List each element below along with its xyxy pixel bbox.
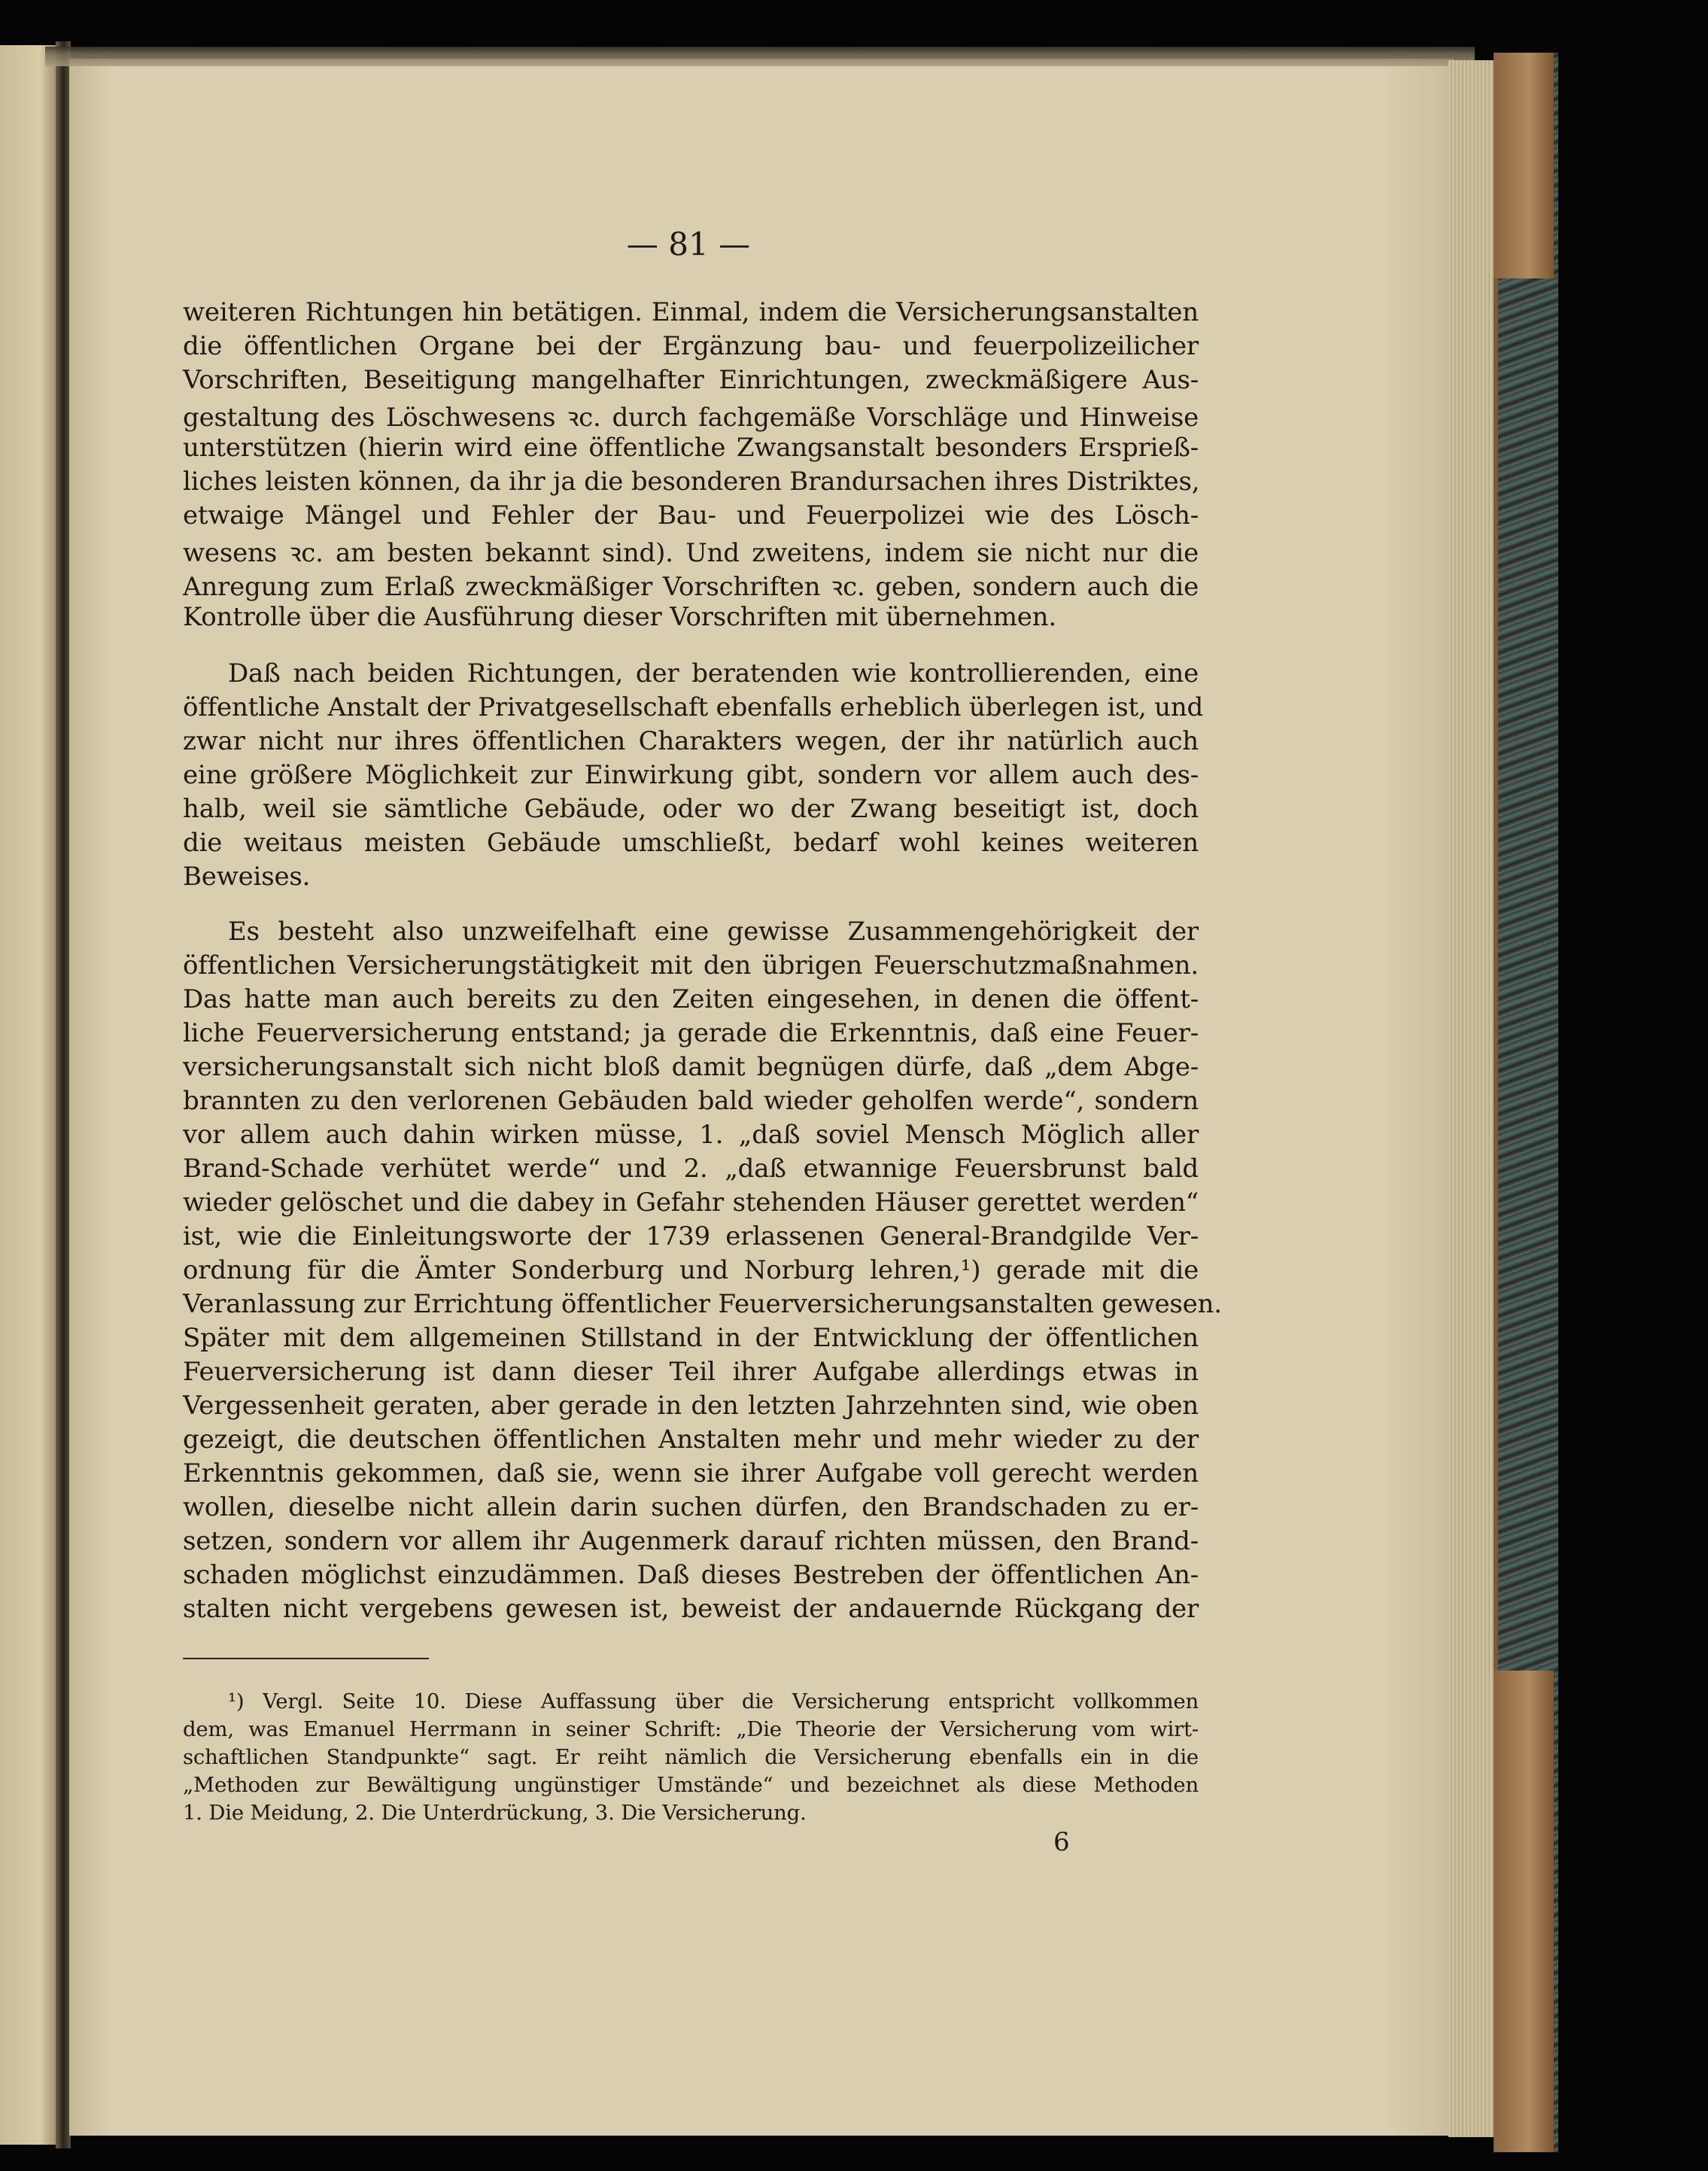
body-line: öffentliche Anstalt der Privatgesellschaft ebenfalls erheblich überlegen ist, und bbox=[183, 692, 1204, 722]
body-line: brannten zu den verlorenen Gebäuden bald wieder geholfen werde“, sondern bbox=[183, 1086, 1199, 1116]
footnote-line: dem, was Emanuel Herrmann in seiner Schrift: „Die Theorie der Versicherung vom wirt- bbox=[183, 1717, 1199, 1741]
body-line: unterstützen (hierin wird eine öffentliche Zwangsanstalt besonders Ersprieß- bbox=[183, 433, 1199, 463]
body-line: vor allem auch dahin wirken müsse, 1. „daß soviel Mensch Möglich aller bbox=[183, 1120, 1199, 1150]
body-line: weiteren Richtungen hin betätigen. Einmal, indem die Versicherungsanstalten bbox=[183, 297, 1199, 327]
footnote-line: ¹) Vergl. Seite 10. Diese Auffassung über die Versicherung entspricht vollkommen bbox=[228, 1689, 1199, 1713]
body-line: Beweises. bbox=[183, 862, 311, 892]
body-line: ist, wie die Einleitungsworte der 1739 erlassenen General-Brandgilde Ver- bbox=[183, 1221, 1199, 1251]
body-line: Brand-Schade verhütet werde“ und 2. „daß etwannige Feuersbrunst bald bbox=[183, 1154, 1199, 1184]
page-edges-stack bbox=[1448, 60, 1494, 2137]
body-line: die weitaus meisten Gebäude umschließt, bedarf wohl keines weiteren bbox=[183, 828, 1199, 858]
body-line: Feuerversicherung ist dann dieser Teil ihrer Aufgabe allerdings etwas in bbox=[183, 1357, 1199, 1387]
body-line: Das hatte man auch bereits zu den Zeiten eingesehen, in denen die öffent- bbox=[183, 984, 1199, 1014]
body-line: liche Feuerversicherung entstand; ja gerade die Erkenntnis, daß eine Feuer- bbox=[183, 1018, 1199, 1048]
footnote-line: „Methoden zur Bewältigung ungünstiger Umstände“ und bezeichnet als diese Methoden bbox=[183, 1773, 1199, 1797]
body-line: liches leisten können, da ihr ja die besonderen Brandursachen ihres Distriktes, bbox=[183, 467, 1200, 497]
body-line: eine größere Möglichkeit zur Einwirkung gibt, sondern vor allem auch des- bbox=[183, 760, 1199, 790]
body-line: stalten nicht vergebens gewesen ist, beweist der andauernde Rückgang der bbox=[183, 1594, 1199, 1624]
body-line: Daß nach beiden Richtungen, der beratenden wie kontrollierenden, eine bbox=[228, 658, 1199, 689]
body-line: Veranlassung zur Errichtung öffentlicher Feuerversicherungsanstalten gewesen. bbox=[183, 1289, 1222, 1319]
page-number: — 81 — bbox=[626, 226, 751, 263]
leather-corner-bottom bbox=[1494, 1671, 1554, 2152]
body-line: gestaltung des Löschwesens ꝛc. durch fachgemäße Vorschläge und Hinweise bbox=[183, 403, 1199, 433]
footnote-line: schaftlichen Standpunkte“ sagt. Er reiht nämlich die Versicherung ebenfalls ein in die bbox=[183, 1745, 1199, 1769]
body-line: öffentlichen Versicherungstätigkeit mit den übrigen Feuerschutzmaßnahmen. bbox=[183, 950, 1199, 981]
body-line: gezeigt, die deutschen öffentlichen Anstalten mehr und mehr wieder zu der bbox=[183, 1425, 1199, 1455]
body-line: Vergessenheit geraten, aber gerade in den letzten Jahrzehnten sind, wie oben bbox=[183, 1391, 1199, 1421]
body-line: setzen, sondern vor allem ihr Augenmerk darauf richten müssen, den Brand- bbox=[183, 1526, 1199, 1556]
body-line: Später mit dem allgemeinen Stillstand in der Entwicklung der öffentlichen bbox=[183, 1323, 1199, 1353]
body-line: versicherungsanstalt sich nicht bloß damit begnügen dürfe, daß „dem Abge- bbox=[183, 1052, 1199, 1082]
leather-corner-top bbox=[1494, 53, 1554, 278]
body-line: schaden möglichst einzudämmen. Daß dieses Bestreben der öffentlichen An- bbox=[183, 1560, 1199, 1590]
body-line: Kontrolle über die Ausführung dieser Vorschriften mit übernehmen. bbox=[183, 602, 1056, 632]
body-line: die öffentlichen Organe bei der Ergänzung bau- und feuerpolizeilicher bbox=[183, 331, 1199, 361]
binding-top-edge bbox=[45, 47, 1475, 66]
footnote-rule bbox=[183, 1658, 429, 1659]
footnote-line: 1. Die Meidung, 2. Die Unterdrückung, 3. Die Versicherung. bbox=[183, 1801, 807, 1825]
body-line: halb, weil sie sämtliche Gebäude, oder wo der Zwang beseitigt ist, doch bbox=[183, 794, 1199, 824]
body-line: wollen, dieselbe nicht allein darin suchen dürfen, den Brandschaden zu er- bbox=[183, 1492, 1199, 1522]
left-facing-page-edge bbox=[0, 45, 57, 2145]
signature-mark: 6 bbox=[1053, 1827, 1070, 1857]
body-line: Es besteht also unzweifelhaft eine gewisse Zusammengehörigkeit der bbox=[228, 917, 1199, 947]
book-gutter bbox=[56, 41, 71, 2148]
body-line: zwar nicht nur ihres öffentlichen Charakters wegen, der ihr natürlich auch bbox=[183, 726, 1199, 756]
body-line: wieder gelöschet und die dabey in Gefahr stehenden Häuser gerettet werden“ bbox=[183, 1187, 1199, 1218]
body-line: ordnung für die Ämter Sonderburg und Norburg lehren,¹) gerade mit die bbox=[183, 1255, 1199, 1285]
body-line: etwaige Mängel und Fehler der Bau- und Feuerpolizei wie des Lösch- bbox=[183, 500, 1199, 531]
body-line: wesens ꝛc. am besten bekannt sind). Und zweitens, indem sie nicht nur die bbox=[183, 538, 1199, 568]
body-line: Anregung zum Erlaß zweckmäßiger Vorschriften ꝛc. geben, sondern auch die bbox=[183, 572, 1199, 602]
body-line: Erkenntnis gekommen, daß sie, wenn sie ihrer Aufgabe voll gerecht werden bbox=[183, 1458, 1199, 1488]
body-line: Vorschriften, Beseitigung mangelhafter Einrichtungen, zweckmäßigere Aus- bbox=[183, 365, 1199, 395]
